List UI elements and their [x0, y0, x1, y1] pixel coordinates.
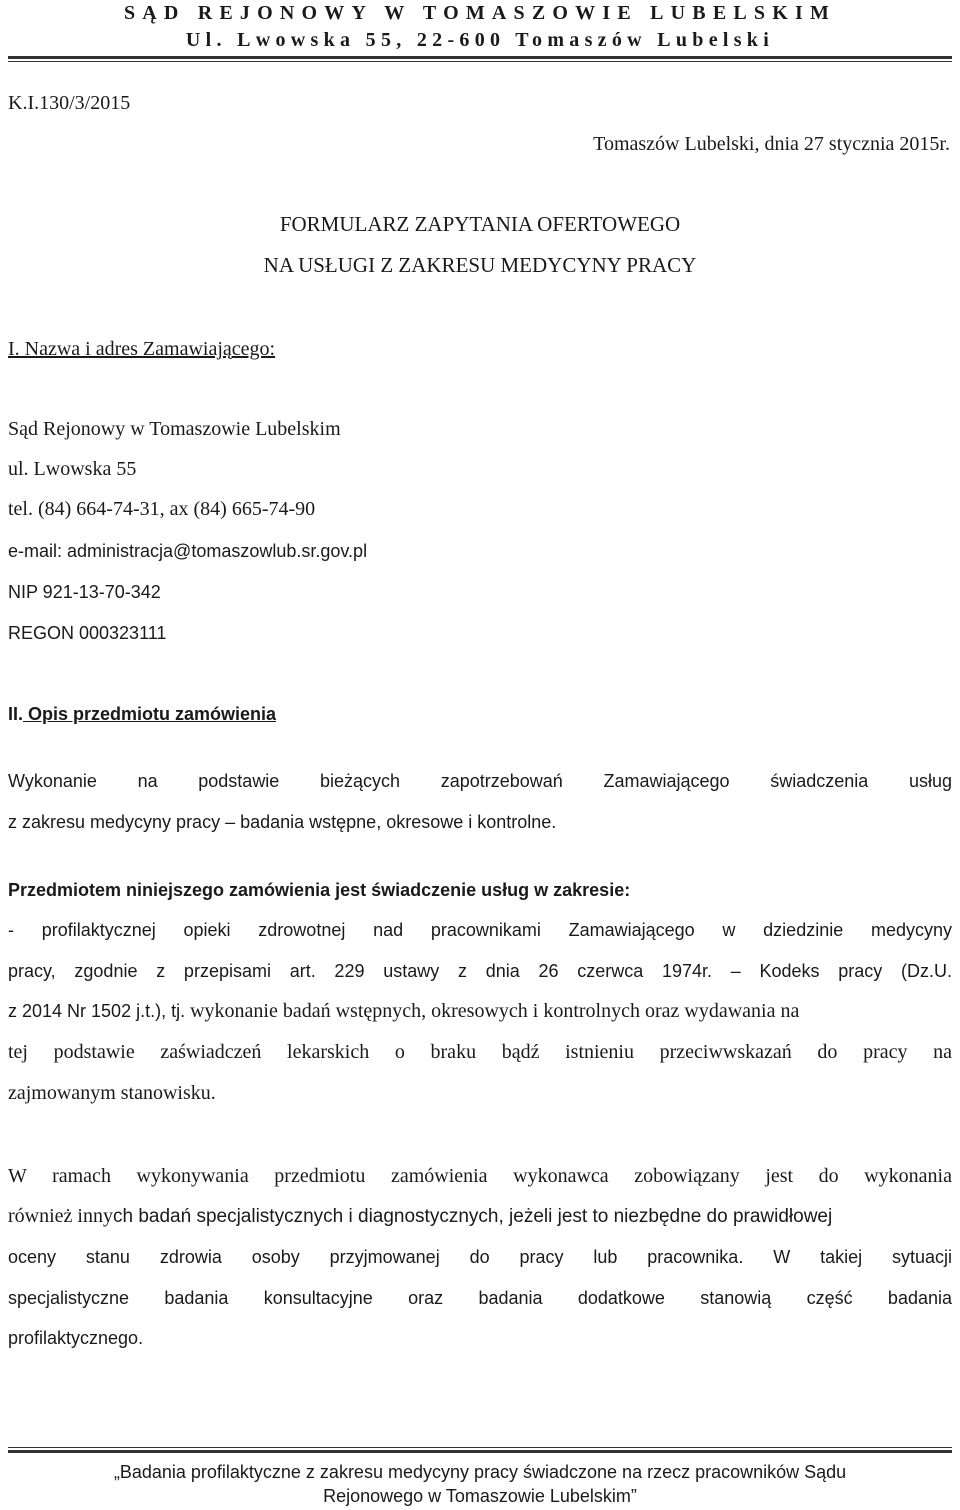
orderer-phone: tel. (84) 664-74-31, ax (84) 665-74-90: [8, 498, 316, 520]
header-rule-thick: [8, 56, 952, 59]
section2-heading-text: Opis przedmiotu zamówienia: [23, 704, 277, 724]
orderer-email: e-mail: administracja@tomaszowlub.sr.gov.pl: [8, 541, 368, 561]
subject-paragraph-line-mixed: [8, 999, 952, 1023]
subject-paragraph-line: - profilaktycznej opieki zdrowotnej nad pracownikami Zamawiającego w dziedzinie medycyny: [8, 920, 952, 940]
document-title-line2: NA USŁUGI Z ZAKRESU MEDYCYNY PRACY: [263, 253, 697, 277]
subject-paragraph-line: pracy, zgodnie z przepisami art. 229 ustawy z dnia 26 czerwca 1974r. – Kodeks pracy (Dz.U.: [8, 961, 952, 981]
reference-number: K.I.130/3/2015: [8, 92, 131, 114]
obligation-paragraph-line-mixed: [8, 1204, 832, 1229]
subject-paragraph-segment: z 2014 Nr 1502 j.t.), tj.: [8, 1001, 186, 1021]
orderer-regon: REGON 000323111: [8, 623, 167, 643]
obligation-paragraph-line: profilaktycznego.: [8, 1328, 144, 1348]
subject-paragraph-segment: wykonanie badań wstępnych, okresowych i kontrolnych oraz wydawania na: [185, 1000, 800, 1022]
footer-title-line2: Rejonowego w Tomaszowie Lubelskim”: [323, 1486, 637, 1506]
date-line: Tomaszów Lubelski, dnia 27 stycznia 2015r.: [593, 133, 950, 155]
section2-heading-number: II.: [8, 704, 24, 724]
subject-heading: Przedmiotem niniejszego zamówienia jest świadczenie usług w zakresie:: [8, 880, 631, 900]
orderer-name: Sąd Rejonowy w Tomaszowie Lubelskim: [8, 418, 341, 440]
document-title-line1: FORMULARZ ZAPYTANIA OFERTOWEGO: [279, 212, 681, 236]
subject-paragraph-line: tej podstawie zaświadczeń lekarskich o braku bądź istnieniu przeciwwskazań do pracy na: [8, 1041, 952, 1063]
footer-rule-thin: [8, 1447, 952, 1448]
orderer-nip: NIP 921-13-70-342: [8, 582, 161, 602]
obligation-paragraph-line: specjalistyczne badania konsultacyjne oraz badania dodatkowe stanowią część badania: [8, 1288, 952, 1308]
scope-paragraph-line: z zakresu medycyny pracy – badania wstępne, okresowe i kontrolne.: [8, 812, 557, 832]
obligation-paragraph-segment: również inny: [8, 1205, 113, 1227]
obligation-paragraph-segment: ch badań specjalistycznych i diagnostycznych, jeżeli jest to niezbędne do prawidłowej: [112, 1206, 833, 1227]
scope-paragraph-line: Wykonanie na podstawie bieżących zapotrzebowań Zamawiającego świadczenia usług: [8, 771, 952, 791]
orderer-street: ul. Lwowska 55: [8, 458, 137, 480]
letterhead-address: Ul. Lwowska 55, 22-600 Tomaszów Lubelski: [185, 29, 775, 51]
section1-heading: I. Nazwa i adres Zamawiającego:: [8, 338, 276, 360]
obligation-paragraph-line: oceny stanu zdrowia osoby przyjmowanej do pracy lub pracownika. W takiej sytuacji: [8, 1247, 952, 1267]
subject-paragraph-line: zajmowanym stanowisku.: [8, 1082, 216, 1104]
header-rule-thin: [8, 61, 952, 62]
footer-title-line1: „Badania profilaktyczne z zakresu medycyny pracy świadczone na rzecz pracowników Sądu: [113, 1462, 847, 1482]
footer-rule-thick: [8, 1450, 952, 1453]
obligation-paragraph-line: W ramach wykonywania przedmiotu zamówienia wykonawca zobowiązany jest do wykonania: [8, 1165, 952, 1187]
section2-heading: [8, 702, 276, 726]
letterhead-court-name: SĄD REJONOWY W TOMASZOWIE LUBELSKIM: [123, 2, 837, 24]
